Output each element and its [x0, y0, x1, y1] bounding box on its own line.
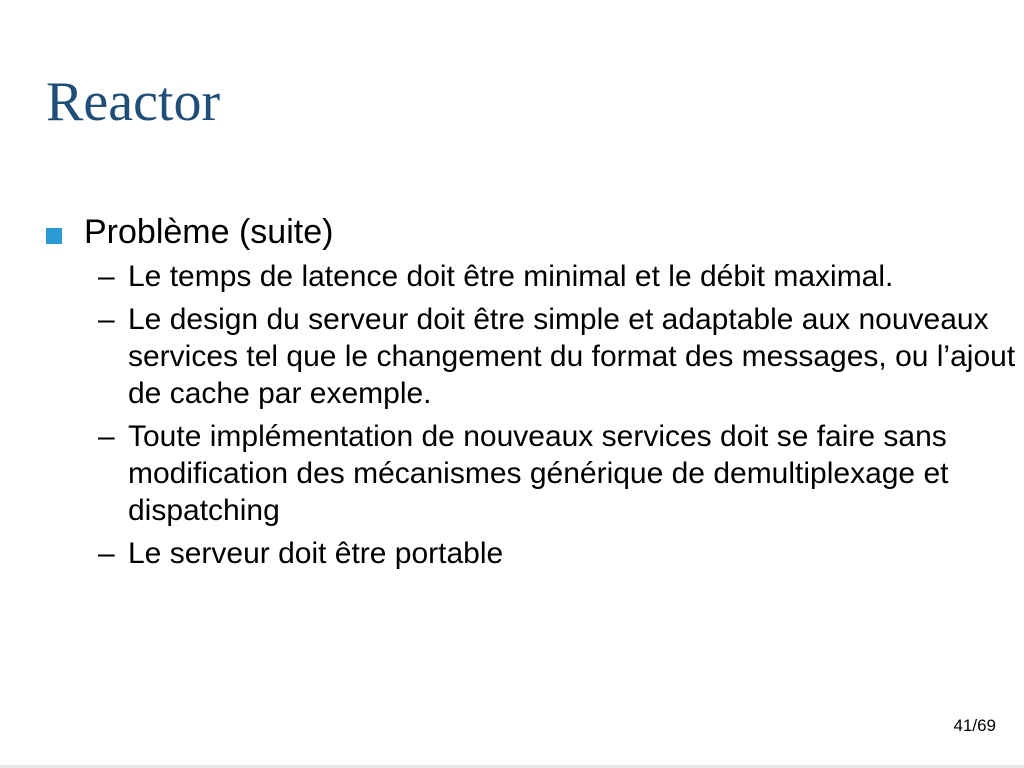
- dash-bullet: –: [98, 537, 115, 570]
- dash-bullet: –: [98, 260, 115, 293]
- square-bullet-icon: [46, 228, 62, 244]
- bullet-heading: Problème (suite): [84, 213, 334, 251]
- page-number: 41/69: [953, 716, 996, 735]
- sub-bullet-text: Le temps de latence doit être minimal et le débit maximal.: [128, 260, 894, 293]
- dash-bullet: –: [98, 303, 115, 336]
- sub-bullet-item: [98, 301, 1018, 412]
- sub-bullet-text: Toute implémentation de nouveaux services doit se faire sans modification des mécanismes générique de demultiplexage et dispatching: [128, 420, 949, 527]
- sub-bullet-item: [98, 258, 1018, 295]
- dash-bullet: –: [98, 420, 115, 453]
- sub-bullet-item: [98, 418, 1018, 529]
- sub-bullet-list: [46, 258, 1016, 572]
- slide-title: Reactor: [46, 71, 221, 133]
- bullet-item-level1: [46, 210, 1006, 254]
- slide-content: [46, 210, 1016, 578]
- sub-bullet-item: [98, 535, 1018, 572]
- sub-bullet-text: Le serveur doit être portable: [128, 537, 504, 570]
- sub-bullet-text: Le design du serveur doit être simple et adaptable aux nouveaux services tel que le changement du format des messages, ou l’ajout de cache par exemple.: [128, 303, 1016, 410]
